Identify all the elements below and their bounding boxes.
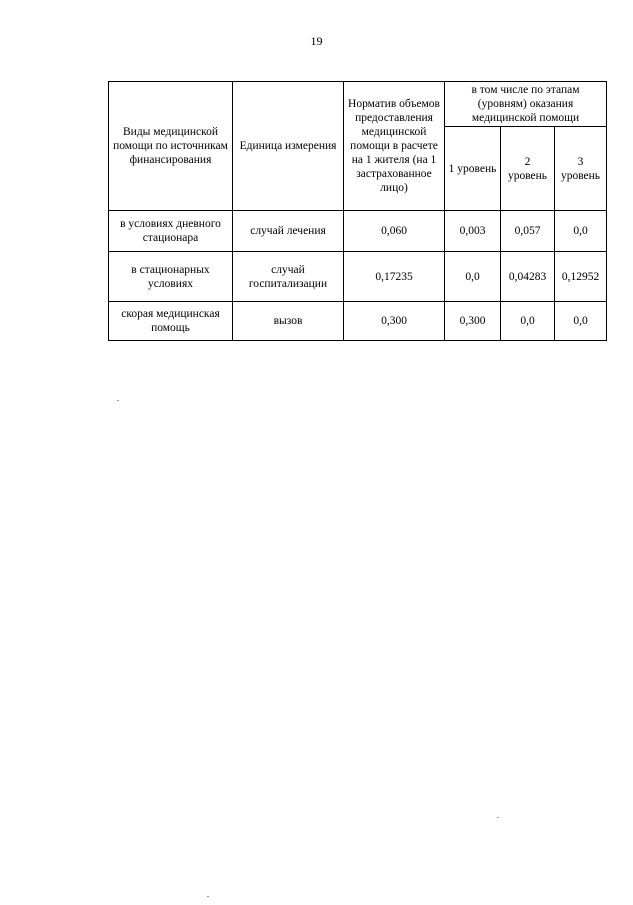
cell-level-1: 0,300 [445, 302, 501, 341]
cell-level-1: 0,0 [445, 252, 501, 302]
cell-unit: случай лечения [233, 211, 344, 252]
cell-level-2: 0,0 [501, 302, 555, 341]
table-header-row [109, 82, 607, 127]
header-norm: Норматив объемов предоставления медицинской помощи в расчете на 1 жителя (на 1 застрахованное лицо) [344, 82, 445, 211]
cell-norm: 0,060 [344, 211, 445, 252]
header-stages: в том числе по этапам (уровням) оказания медицинской помощи [445, 82, 607, 127]
cell-level-2: 0,04283 [501, 252, 555, 302]
cell-level-3: 0,0 [555, 211, 607, 252]
cell-unit: случай госпитализации [233, 252, 344, 302]
header-level-3: 3 уровень [555, 127, 607, 211]
cell-kind: в условиях дневного стационара [109, 211, 233, 252]
cell-level-1: 0,003 [445, 211, 501, 252]
cell-level-3: 0,12952 [555, 252, 607, 302]
cell-level-2: 0,057 [501, 211, 555, 252]
cell-norm: 0,17235 [344, 252, 445, 302]
header-kind: Виды медицинской помощи по источникам финансирования [109, 82, 233, 211]
cell-level-3: 0,0 [555, 302, 607, 341]
table-row [109, 211, 607, 252]
scan-speck [117, 400, 119, 401]
scan-speck [207, 896, 209, 897]
cell-norm: 0,300 [344, 302, 445, 341]
norms-table [108, 81, 607, 341]
scan-speck [497, 817, 499, 818]
cell-kind: в стационарных условиях [109, 252, 233, 302]
header-level-2: 2 уровень [501, 127, 555, 211]
cell-unit: вызов [233, 302, 344, 341]
header-level-1: 1 уровень [445, 127, 501, 211]
page-number: 19 [310, 34, 323, 48]
table-row [109, 302, 607, 341]
cell-kind: скорая медицинская помощь [109, 302, 233, 341]
header-unit: Единица измерения [233, 82, 344, 211]
table-row [109, 252, 607, 302]
